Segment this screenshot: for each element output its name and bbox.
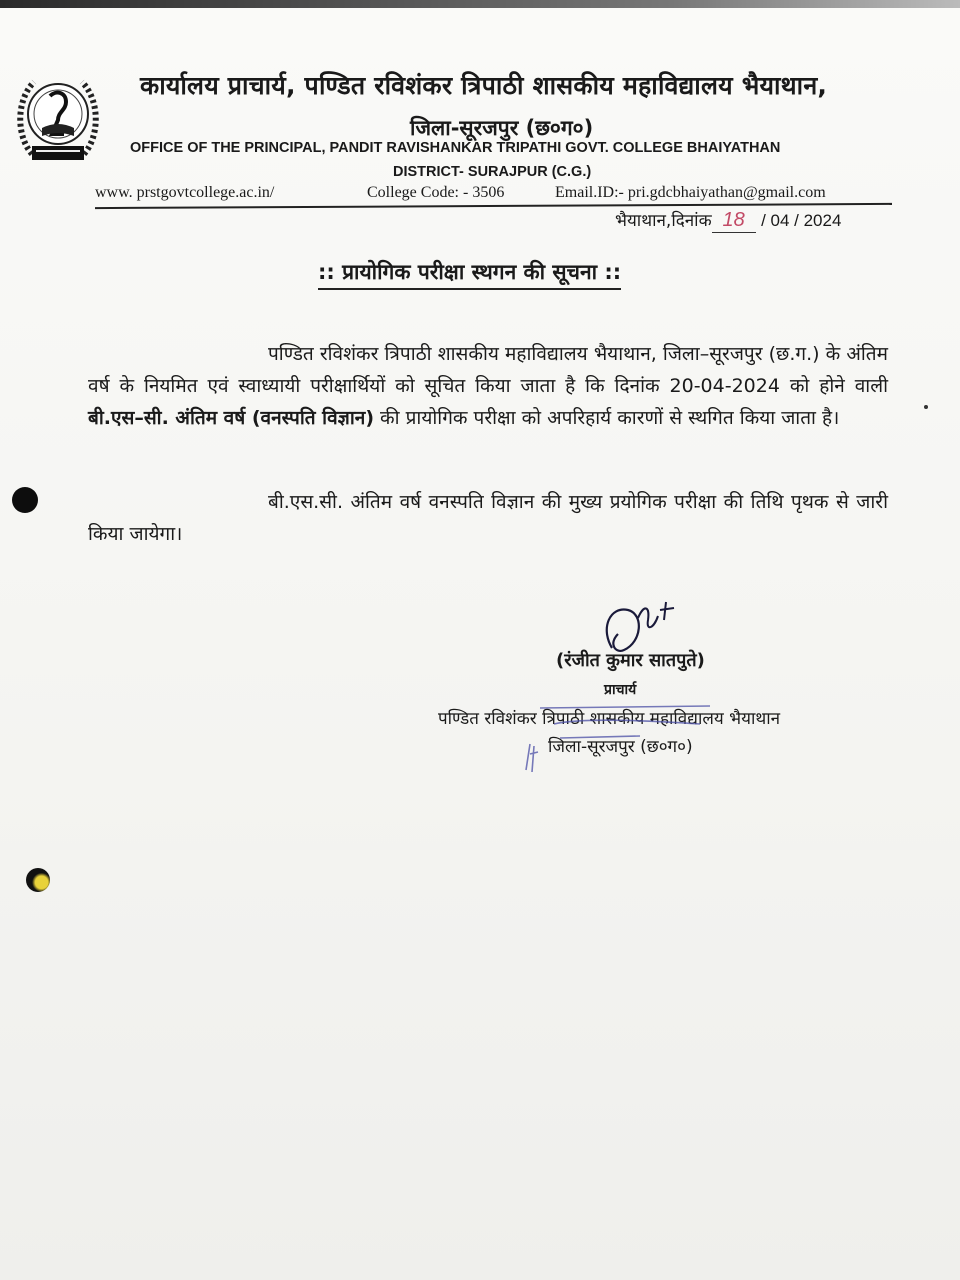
signatory-college: पण्डित रविशंकर त्रिपाठी शासकीय महाविद्यालय भैयाथान — [438, 709, 781, 729]
date-day-handwritten: 18 — [712, 209, 756, 233]
header-hindi-title: कार्यालय प्राचार्य, पण्डित रविशंकर त्रिपाठी शासकीय महाविद्यालय भैयाथान, — [140, 71, 828, 100]
notice-paragraph-1 — [88, 338, 888, 434]
para2-text: बी.एस.सी. अंतिम वर्ष वनस्पति विज्ञान की मुख्य प्रयोगिक परीक्षा की तिथि पृथक से जारी किया जायेगा। — [88, 491, 888, 545]
email-address[interactable]: Email.ID:- pri.gdcbhaiyathan@gmail.com — [555, 184, 826, 201]
para1-end: की प्रायोगिक परीक्षा को अपरिहार्य कारणों से स्थगित किया जाता है। — [380, 407, 840, 429]
para1-course: बी.एस–सी. अंतिम वर्ष (वनस्पति विज्ञान) — [88, 407, 374, 429]
college-code: College Code: - 3506 — [367, 184, 505, 201]
issue-date — [615, 208, 841, 233]
signatory-role: प्राचार्य — [604, 682, 637, 698]
para1-start: पण्डित रविशंकर त्रिपाठी शासकीय महाविद्यालय भैयाथान, जिला–सूरजपुर (छ.ग.) के अंतिम वर्ष के नियमित एवं स्वाध्यायी परीक्षार्थियों को सूचित किया जाता है कि दिनांक 20-04-2024 को होने वाली — [88, 343, 888, 397]
header-english-district: DISTRICT- SURAJPUR (C.G.) — [393, 164, 592, 180]
punch-hole-top — [12, 487, 38, 513]
date-prefix: भैयाथान,दिनांक — [615, 211, 712, 231]
punch-hole-bottom — [26, 868, 50, 892]
header-english-title: OFFICE OF THE PRINCIPAL, PANDIT RAVISHANKAR TRIPATHI GOVT. COLLEGE BHAIYATHAN — [130, 140, 781, 156]
signatory-name: (रंजीत कुमार सातपुते) — [556, 650, 705, 671]
scan-speck — [924, 405, 928, 409]
date-month-year: / 04 / 2024 — [761, 211, 842, 230]
scan-edge — [0, 0, 960, 8]
header-hindi-district: जिला-सूरजपुर (छ०ग०) — [410, 116, 594, 140]
notice-title: :: प्रायोगिक परीक्षा स्थगन की सूचना :: — [318, 258, 621, 290]
notice-paragraph-2 — [88, 486, 888, 550]
website-link[interactable]: www. prstgovtcollege.ac.in/ — [95, 184, 275, 201]
signatory-district: जिला-सूरजपुर (छ०ग०) — [548, 737, 693, 757]
college-emblem-icon — [12, 66, 104, 166]
